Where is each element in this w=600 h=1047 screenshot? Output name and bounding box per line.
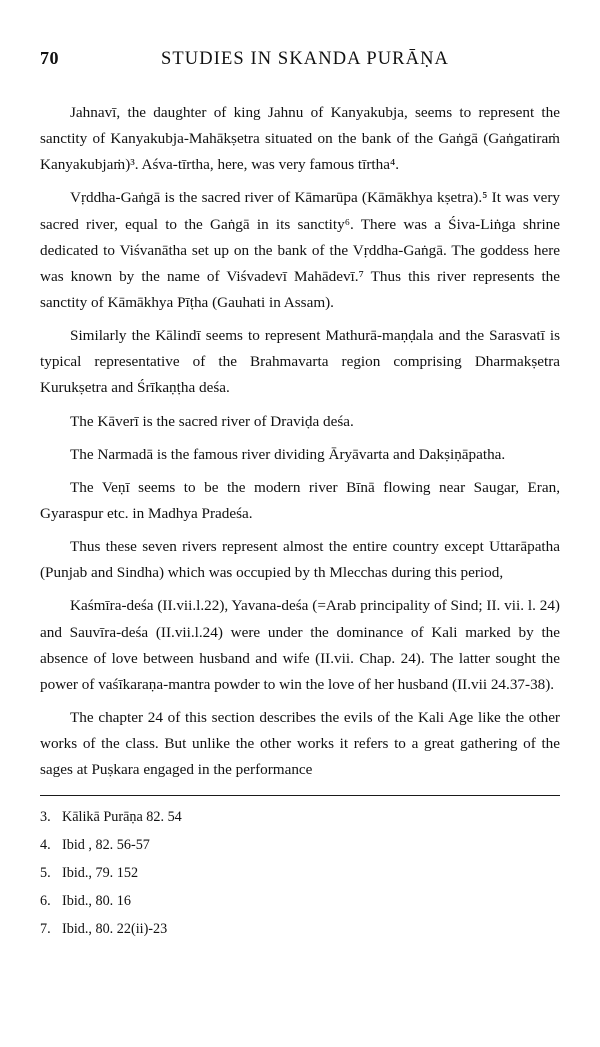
footnote-item (40, 918, 560, 940)
paragraph: Jahnavī, the daughter of king Jahnu of Kanyakubja, seems to represent the sanctity of Kanyakubja-Mahākṣetra situated on the bank of the Gaṅgā (Gaṅgatiraṁ Kanyakubjaṁ)³. Aśva-tīrtha, here, was very famous tīrtha⁴. (40, 104, 560, 174)
footnote-item (40, 806, 560, 828)
footnote-number: 7. (40, 921, 51, 938)
footnote-text: Ibid., 80. 22(ii)-23 (62, 921, 168, 938)
footnote-list (40, 806, 560, 940)
paragraph: Kaśmīra-deśa (II.vii.l.22), Yavana-deśa (=Arab principality of Sind; II. vii. l. 24) and Sauvīra-deśa (II.vii.l.24) were under the dominance of Kali marked by the absence of love between husband and wife (II.vii. Chap. 24). The latter sought the power of vaśīkaraṇa-mantra powder to win the love of her husband (II.vii 24.37-38). (40, 597, 560, 693)
paragraph: The Kāverī is the sacred river of Draviḍa deśa. (70, 412, 354, 430)
footnote-text: Ibid., 80. 16 (62, 893, 131, 910)
footnote-number: 4. (40, 837, 51, 854)
running-title: STUDIES IN SKANDA PURĀṆA (161, 49, 449, 69)
body-text (40, 100, 560, 783)
footnote-item (40, 890, 560, 912)
paragraph: Thus these seven rivers represent almost the entire country except Uttarāpatha (Punjab and Sindha) which was occupied by th Mlecchas during this period, (40, 538, 560, 582)
footnote-number: 5. (40, 865, 51, 882)
page-number: 70 (40, 48, 59, 68)
footnote-item (40, 834, 560, 856)
footnote-number: 3. (40, 809, 51, 826)
paragraph: Similarly the Kālindī seems to represent Mathurā-maṇḍala and the Sarasvatī is typical representative of the Brahmavarta region comprising Dharmakṣetra Kurukṣetra and Śrīkaṇṭha deśa. (40, 327, 560, 397)
footnote-text: Ibid , 82. 56-57 (62, 837, 150, 854)
footnote-number: 6. (40, 893, 51, 910)
footnote-item (40, 862, 560, 884)
footnote-divider (40, 795, 560, 796)
paragraph: The Veṇī seems to be the modern river Bīnā flowing near Saugar, Eran, Gyaraspur etc. in Madhya Pradeśa. (40, 478, 560, 522)
footnote-text: Kālikā Purāṇa 82. 54 (62, 809, 182, 826)
paragraph: Vṛddha-Gaṅgā is the sacred river of Kāmarūpa (Kāmākhya kṣetra).⁵ It was very sacred river, equal to the Gaṅgā in its sanctity⁶. There was a Śiva-Liṅga shrine dedicated to Viśvanātha set up on the bank of the Vṛddha-Gaṅgā. The goddess here was known by the name of Viśvadevī Mahādevī.⁷ Thus this river represents the sanctity of Kāmākhya Pīṭha (Gauhati in Assam). (40, 189, 560, 311)
footnote-text: Ibid., 79. 152 (62, 865, 139, 882)
paragraph: The Narmadā is the famous river dividing Āryāvarta and Dakṣiṇāpatha. (70, 445, 506, 463)
page-header (40, 48, 560, 74)
paragraph: The chapter 24 of this section describes the evils of the Kali Age like the other works of the class. But unlike the other works it refers to a great gathering of the sages at Puṣkara engaged in the performance (40, 708, 560, 779)
